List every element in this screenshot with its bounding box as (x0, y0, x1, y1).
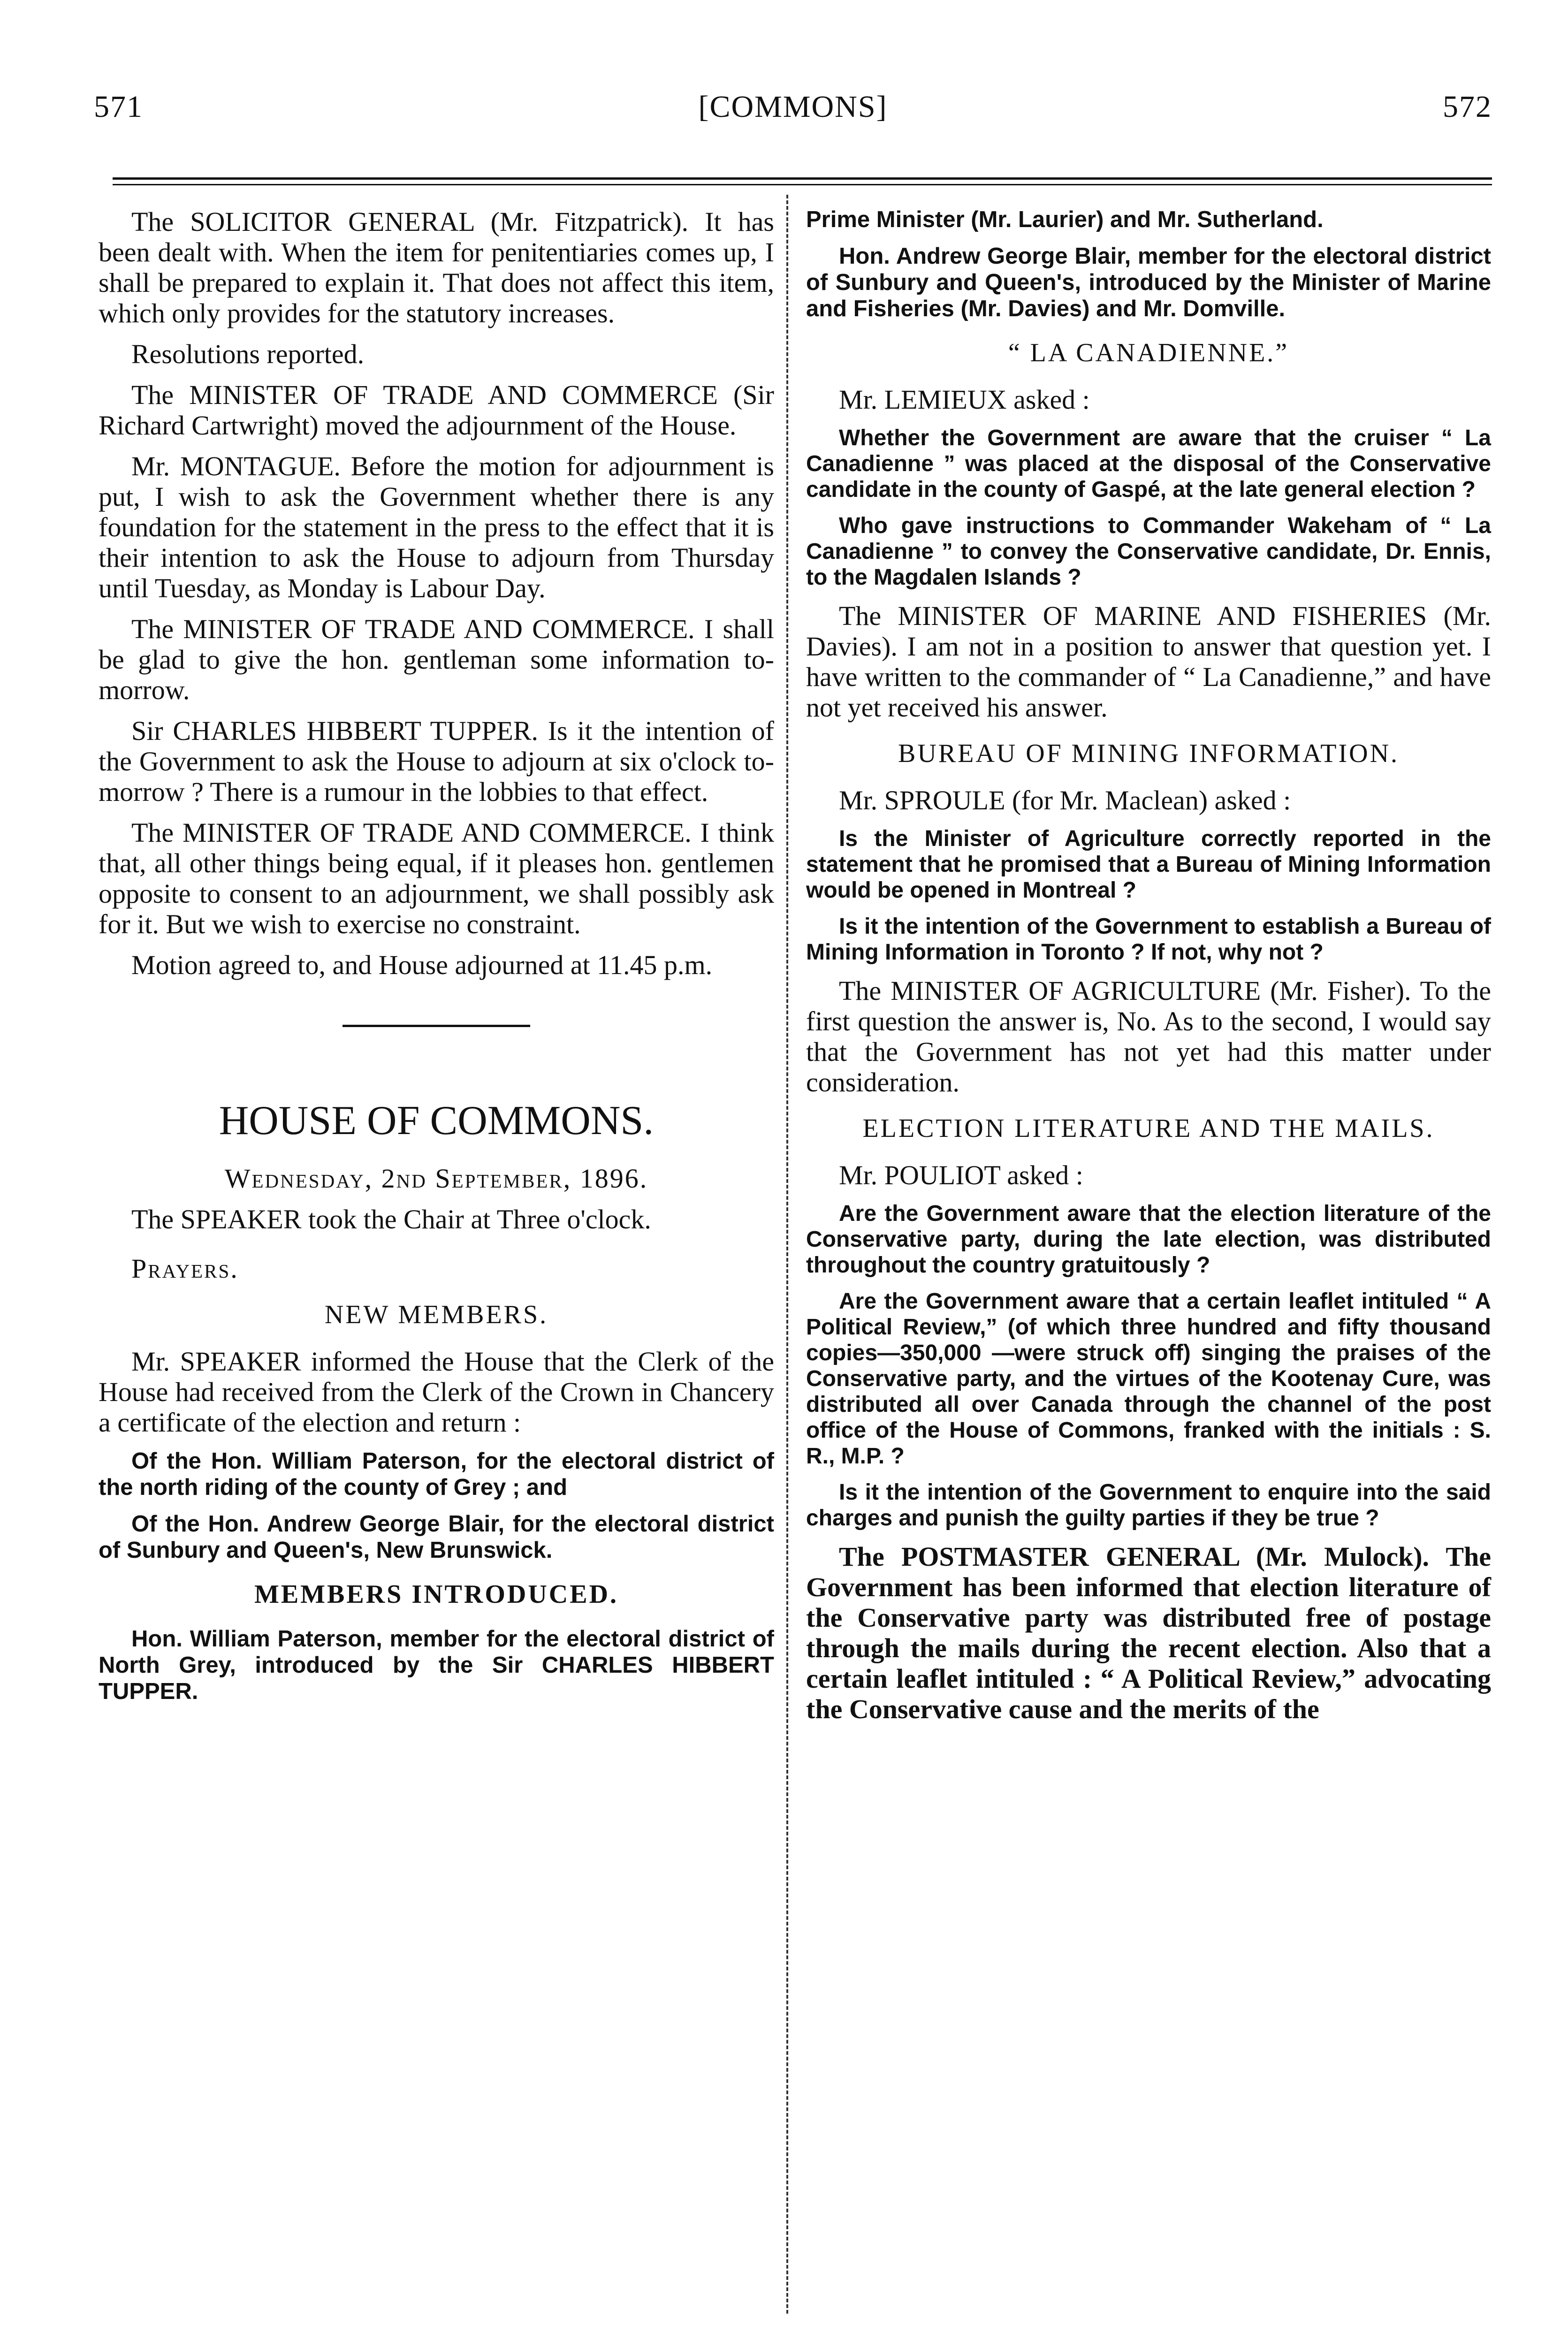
paragraph: Mr. SPROULE (for Mr. Maclean) asked : (839, 785, 1291, 815)
paragraph: The SPEAKER took the Chair at Three o'clock. (131, 1204, 651, 1234)
header-rule (113, 177, 1492, 180)
paragraph: Hon. Andrew George Blair, member for the electoral district of Sunbury and Queen's, introduced by the Minister of Marine and Fisheries (Mr. Davies) and Mr. Domville. (806, 244, 1491, 321)
section-rule (343, 1025, 530, 1027)
paragraph: Prime Minister (Mr. Laurier) and Mr. Sutherland. (806, 207, 1324, 232)
paragraph: Resolutions reported. (131, 339, 365, 369)
right-column (806, 206, 1491, 1735)
new-members-heading: NEW MEMBERS. (324, 1300, 548, 1329)
paragraph: Of the Hon. William Paterson, for the electoral district of the north riding of the county of Grey ; and (99, 1448, 774, 1500)
question: Who gave instructions to Commander Wakeham of “ La Canadienne ” to convey the Conservative candidate, Dr. Ennis, to the Magdalen Islands ? (806, 513, 1491, 590)
paragraph: Hon. William Paterson, member for the electoral district of North Grey, introduced by the Sir CHARLES HIBBERT TUPPER. (99, 1626, 774, 1704)
paragraph: The MINISTER OF MARINE AND FISHERIES (Mr. Davies). I am not in a position to answer that question yet. I have written to the commander of “ La Canadienne,” and have not yet received his answer. (806, 601, 1491, 723)
paragraph: Of the Hon. Andrew George Blair, for the electoral district of Sunbury and Queen's, New Brunswick. (99, 1511, 774, 1563)
house-heading: HOUSE OF COMMONS. (219, 1098, 654, 1143)
paragraph: Mr. MONTAGUE. Before the motion for adjournment is put, I wish to ask the Government whether there is any foundation for the statement in the press to the effect that it is their intention to ask the House to adjourn from Thursday until Tuesday, as Monday is Labour Day. (99, 451, 774, 603)
bureau-heading: BUREAU OF MINING INFORMATION. (898, 739, 1400, 768)
question: Is it the intention of the Government to enquire into the said charges and punish the guilty parties if they be true ? (806, 1480, 1491, 1531)
paragraph: Mr. LEMIEUX asked : (839, 384, 1090, 415)
left-page-number: 571 (94, 90, 143, 124)
paragraph: The MINISTER OF TRADE AND COMMERCE (Sir Richard Cartwright) moved the adjournment of the House. (99, 380, 774, 441)
paragraph: The MINISTER OF AGRICULTURE (Mr. Fisher). To the first question the answer is, No. As to the second, I would say that the Government has not yet had this matter under consideration. (806, 975, 1491, 1097)
paragraph: The POSTMASTER GENERAL (Mr. Mulock). The Government has been informed that election literature of the Conservative party was distributed free of postage through the mails during the recent election. Also that a certain leaflet intituled : “ A Political Review,” advocating the Conservative cause and the merits of the (806, 1541, 1491, 1724)
page-header (94, 89, 1492, 141)
paragraph: The MINISTER OF TRADE AND COMMERCE. I think that, all other things being equal, if it pleases hon. gentlemen opposite to consent to an adjournment, we shall possibly ask for it. But we wish to exercise no constraint. (99, 817, 774, 939)
right-page-number: 572 (1443, 90, 1492, 124)
paragraph: Motion agreed to, and House adjourned at 11.45 p.m. (131, 950, 713, 980)
question: Whether the Government are aware that the cruiser “ La Canadienne ” was placed at the disposal of the Conservative candidate in the county of Gaspé, at the late general election ? (806, 426, 1491, 502)
question: Are the Government aware that the election literature of the Conservative party, during the late election, was distributed throughout the country gratuitously ? (806, 1201, 1491, 1278)
paragraph: Sir CHARLES HIBBERT TUPPER. Is it the intention of the Government to ask the House to adjourn at six o'clock to-morrow ? There is a rumour in the lobbies to that effect. (99, 716, 774, 807)
date-line: Wednesday, 2nd September, 1896. (224, 1163, 648, 1194)
question: Are the Government aware that a certain leaflet intituled “ A Political Review,” (of which three hundred and fifty thousand copies—350,000 —were struck off) singing the praises of the Conservative party, and the virtues of the Kootenay Cure, was distributed all over Canada through the channel of the post office of the House of Commons, franked with the initials : S. R., M.P. ? (806, 1289, 1491, 1469)
running-title: [COMMONS] (698, 90, 888, 124)
question: Is the Minister of Agriculture correctly reported in the statement that he promised that a Bureau of Mining Information would be opened in Montreal ? (806, 826, 1491, 903)
prayers-line: Prayers. (131, 1253, 239, 1284)
canadienne-heading: “ LA CANADIENNE.” (1008, 338, 1289, 367)
paragraph: Mr. SPEAKER informed the House that the Clerk of the House had received from the Clerk of the Crown in Chancery a certificate of the election and return : (99, 1346, 774, 1438)
paragraph: The MINISTER OF TRADE AND COMMERCE. I shall be glad to give the hon. gentleman some information to-morrow. (99, 614, 774, 705)
header-rule-secondary (113, 184, 1492, 185)
paragraph: The SOLICITOR GENERAL (Mr. Fitzpatrick). It has been dealt with. When the item for penitentiaries comes up, I shall be prepared to explain it. That does not affect this item, which only provides for the statutory increases. (99, 206, 774, 328)
members-introduced-heading: MEMBERS INTRODUCED. (254, 1580, 619, 1609)
paragraph: Mr. POULIOT asked : (839, 1160, 1083, 1190)
question: Is it the intention of the Government to establish a Bureau of Mining Information in Toronto ? If not, why not ? (806, 914, 1491, 965)
left-column (99, 206, 774, 1715)
election-literature-heading: ELECTION LITERATURE AND THE MAILS. (862, 1114, 1435, 1143)
column-divider (786, 195, 788, 2314)
